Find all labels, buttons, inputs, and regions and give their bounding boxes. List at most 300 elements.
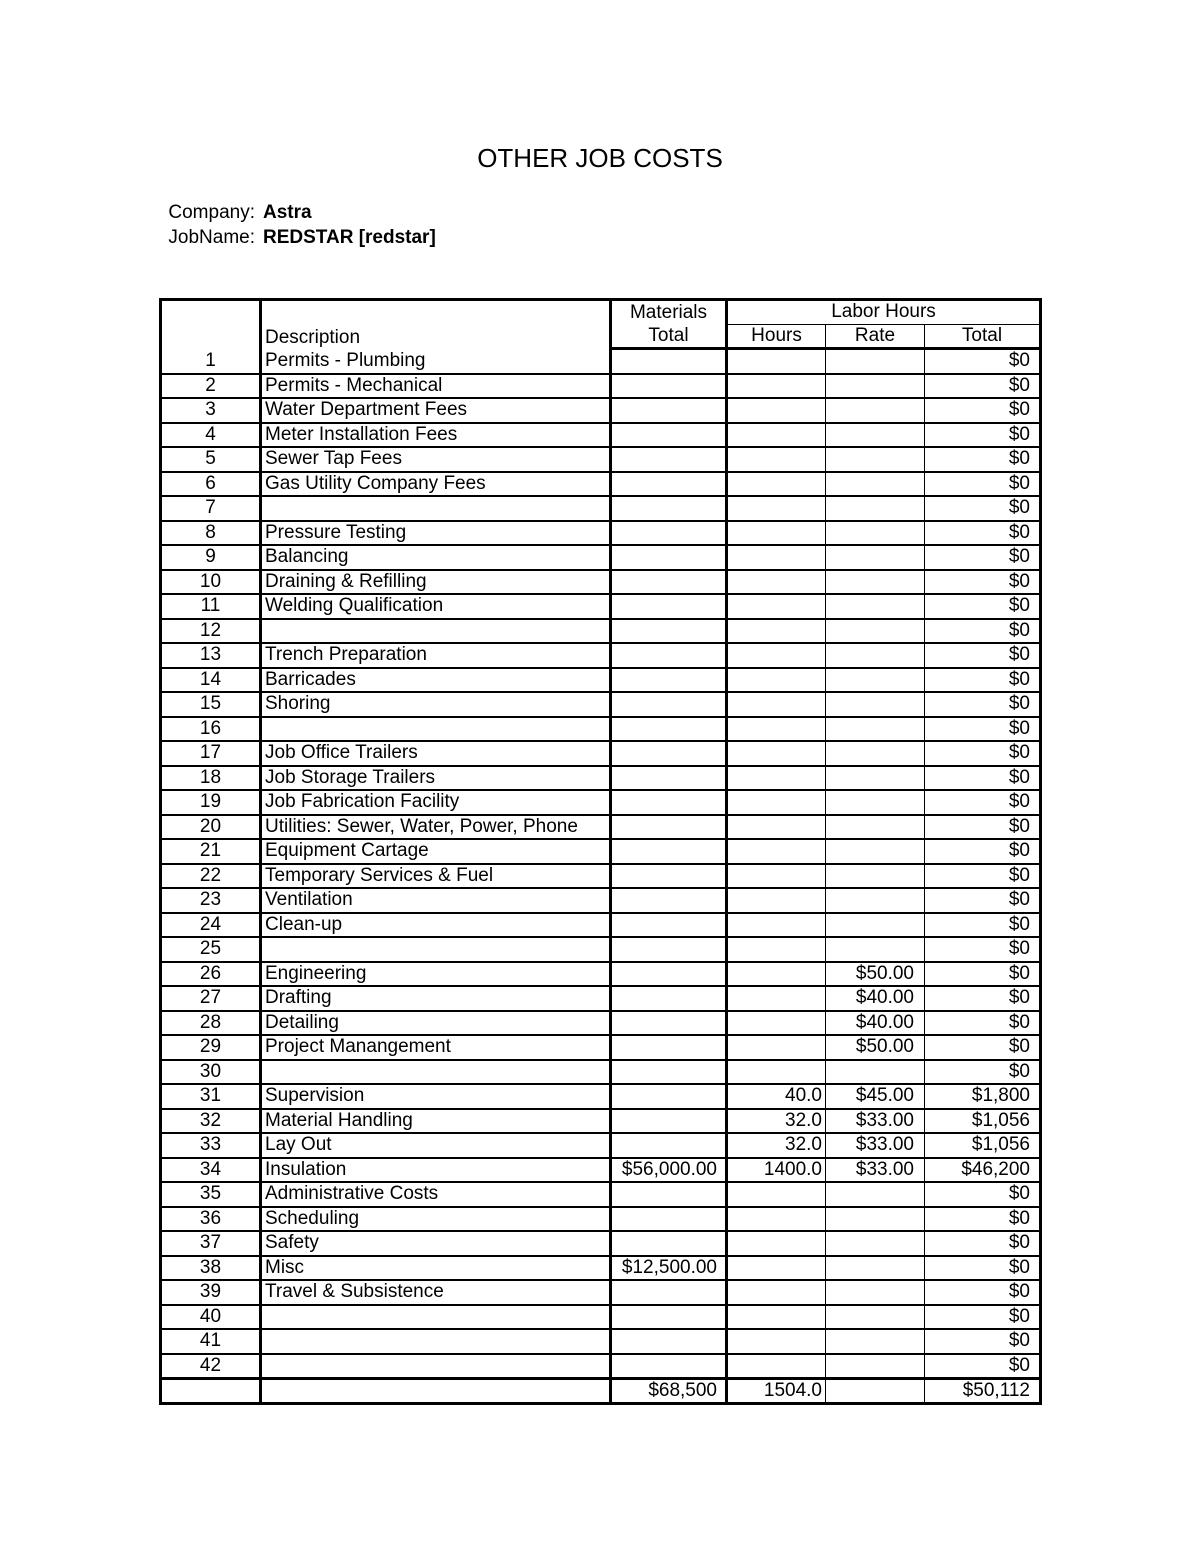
row-rate [826,447,925,472]
row-hours [727,766,826,791]
row-number: 20 [161,815,261,840]
row-materials-total [611,692,727,717]
row-materials-total [611,1305,727,1330]
table-row [161,1060,1041,1085]
table-row [161,766,1041,791]
row-materials-total: $12,500.00 [611,1256,727,1281]
row-description [261,1060,611,1085]
company-row [0,201,436,226]
row-labor-total: $0 [925,1354,1041,1379]
row-number: 37 [161,1231,261,1256]
row-labor-total: $0 [925,1207,1041,1232]
row-number: 11 [161,594,261,619]
header-rate: Rate [826,324,925,349]
row-rate [826,937,925,962]
row-materials-total [611,594,727,619]
row-labor-total: $0 [925,741,1041,766]
row-labor-total: $0 [925,986,1041,1011]
table-row [161,619,1041,644]
row-number: 29 [161,1035,261,1060]
row-number: 30 [161,1060,261,1085]
row-materials-total [611,521,727,546]
row-labor-total: $0 [925,1305,1041,1330]
row-hours [727,521,826,546]
row-labor-total: $0 [925,1231,1041,1256]
row-number: 18 [161,766,261,791]
row-labor-total: $0 [925,447,1041,472]
row-number: 41 [161,1329,261,1354]
row-rate [826,570,925,595]
row-number: 39 [161,1280,261,1305]
row-rate: $33.00 [826,1133,925,1158]
jobname-value: REDSTAR [redstar] [263,226,436,248]
row-description: Travel & Subsistence [261,1280,611,1305]
row-number: 10 [161,570,261,595]
row-labor-total: $0 [925,570,1041,595]
row-materials-total [611,1329,727,1354]
row-description: Permits - Plumbing [261,349,611,374]
row-number: 2 [161,374,261,399]
row-hours [727,913,826,938]
row-number: 4 [161,423,261,448]
row-materials-total [611,423,727,448]
header-num-cell [161,300,261,349]
row-hours [727,447,826,472]
table-row [161,962,1041,987]
row-hours [727,472,826,497]
row-number: 19 [161,790,261,815]
row-hours [727,1305,826,1330]
table-row [161,1109,1041,1134]
totals-row [161,1379,1041,1404]
row-labor-total: $0 [925,1035,1041,1060]
row-rate [826,717,925,742]
table-row [161,1182,1041,1207]
row-rate [826,1060,925,1085]
row-materials-total [611,1207,727,1232]
row-description [261,937,611,962]
row-labor-total: $0 [925,643,1041,668]
row-description: Job Office Trailers [261,741,611,766]
row-number: 35 [161,1182,261,1207]
row-description: Utilities: Sewer, Water, Power, Phone [261,815,611,840]
table-row [161,1133,1041,1158]
row-labor-total: $0 [925,619,1041,644]
row-hours [727,423,826,448]
row-labor-total: $0 [925,594,1041,619]
row-hours [727,1280,826,1305]
row-number: 31 [161,1084,261,1109]
row-description: Trench Preparation [261,643,611,668]
table-row [161,374,1041,399]
row-rate [826,545,925,570]
row-description: Welding Qualification [261,594,611,619]
row-rate [826,790,925,815]
row-description: Barricades [261,668,611,693]
row-labor-total: $1,056 [925,1109,1041,1134]
row-rate: $40.00 [826,1011,925,1036]
row-labor-total: $0 [925,472,1041,497]
row-description: Project Manangement [261,1035,611,1060]
row-rate [826,864,925,889]
row-hours [727,741,826,766]
row-description: Detailing [261,1011,611,1036]
row-number: 13 [161,643,261,668]
row-hours [727,619,826,644]
table-row [161,423,1041,448]
table-row [161,496,1041,521]
row-materials-total [611,962,727,987]
row-hours: 32.0 [727,1109,826,1134]
row-labor-total: $0 [925,888,1041,913]
row-materials-total [611,913,727,938]
row-rate [826,349,925,374]
row-labor-total: $0 [925,962,1041,987]
row-rate [826,496,925,521]
row-number: 26 [161,962,261,987]
totals-blank-desc [261,1379,611,1404]
row-hours [727,1207,826,1232]
row-labor-total: $0 [925,496,1041,521]
row-description: Ventilation [261,888,611,913]
row-number: 5 [161,447,261,472]
row-labor-total: $0 [925,423,1041,448]
row-materials-total [611,349,727,374]
table-row [161,1084,1041,1109]
row-number: 14 [161,668,261,693]
row-materials-total [611,839,727,864]
row-description [261,1329,611,1354]
table-row [161,790,1041,815]
row-hours [727,349,826,374]
row-hours: 32.0 [727,1133,826,1158]
row-hours [727,864,826,889]
row-rate: $50.00 [826,1035,925,1060]
row-hours [727,986,826,1011]
row-description: Clean-up [261,913,611,938]
table-row [161,349,1041,374]
row-hours [727,839,826,864]
row-rate [826,913,925,938]
table-row [161,888,1041,913]
row-description: Administrative Costs [261,1182,611,1207]
header-labor-hours: Labor Hours [727,300,1041,325]
row-hours [727,668,826,693]
row-number: 27 [161,986,261,1011]
row-description: Insulation [261,1158,611,1183]
table-row [161,1011,1041,1036]
row-labor-total: $0 [925,864,1041,889]
row-materials-total [611,1182,727,1207]
row-description: Equipment Cartage [261,839,611,864]
table-row [161,1280,1041,1305]
table-row [161,472,1041,497]
row-materials-total [611,1231,727,1256]
row-rate [826,1329,925,1354]
row-materials-total [611,1133,727,1158]
row-number: 22 [161,864,261,889]
row-number: 38 [161,1256,261,1281]
table-row [161,937,1041,962]
row-description: Safety [261,1231,611,1256]
row-number: 32 [161,1109,261,1134]
row-rate: $40.00 [826,986,925,1011]
row-materials-total [611,937,727,962]
row-hours [727,1329,826,1354]
row-labor-total: $0 [925,398,1041,423]
row-hours: 40.0 [727,1084,826,1109]
row-hours [727,1035,826,1060]
row-rate [826,1354,925,1379]
row-description: Gas Utility Company Fees [261,472,611,497]
row-description: Shoring [261,692,611,717]
row-description: Lay Out [261,1133,611,1158]
row-number: 12 [161,619,261,644]
row-rate [826,1256,925,1281]
job-costs-table [159,298,1042,1405]
row-description: Material Handling [261,1109,611,1134]
header-row-top [161,300,1041,325]
row-description: Meter Installation Fees [261,423,611,448]
totals-labor-total: $50,112 [925,1379,1041,1404]
row-description: Engineering [261,962,611,987]
table-row [161,1231,1041,1256]
row-rate [826,1207,925,1232]
row-number: 36 [161,1207,261,1232]
row-hours [727,398,826,423]
row-hours [727,790,826,815]
row-labor-total: $0 [925,1011,1041,1036]
row-number: 42 [161,1354,261,1379]
totals-materials: $68,500 [611,1379,727,1404]
row-labor-total: $0 [925,1329,1041,1354]
row-rate [826,398,925,423]
table-row [161,643,1041,668]
row-materials-total [611,766,727,791]
row-description: Temporary Services & Fuel [261,864,611,889]
row-rate [826,1182,925,1207]
row-hours [727,1231,826,1256]
row-rate [826,472,925,497]
row-hours [727,545,826,570]
row-labor-total: $0 [925,374,1041,399]
totals-blank-num [161,1379,261,1404]
row-hours [727,717,826,742]
table-row [161,815,1041,840]
row-labor-total: $0 [925,349,1041,374]
row-number: 40 [161,1305,261,1330]
row-description: Draining & Refilling [261,570,611,595]
totals-hours: 1504.0 [727,1379,826,1404]
row-rate [826,766,925,791]
row-rate [826,619,925,644]
jobname-label: JobName: [168,226,255,248]
row-number: 16 [161,717,261,742]
row-materials-total [611,643,727,668]
row-hours [727,594,826,619]
row-labor-total: $0 [925,1280,1041,1305]
table-row [161,692,1041,717]
table-row [161,521,1041,546]
table-row [161,545,1041,570]
row-labor-total: $0 [925,766,1041,791]
row-description [261,496,611,521]
row-number: 15 [161,692,261,717]
row-description: Job Fabrication Facility [261,790,611,815]
row-materials-total [611,668,727,693]
row-hours [727,1354,826,1379]
table-row [161,1354,1041,1379]
row-hours [727,888,826,913]
table-row [161,741,1041,766]
row-number: 17 [161,741,261,766]
row-hours [727,1011,826,1036]
row-number: 33 [161,1133,261,1158]
row-hours [727,496,826,521]
table-row [161,1158,1041,1183]
row-hours [727,643,826,668]
table-row [161,447,1041,472]
row-rate [826,888,925,913]
row-number: 25 [161,937,261,962]
table-row [161,864,1041,889]
row-materials-total [611,619,727,644]
row-labor-total: $0 [925,913,1041,938]
row-rate [826,741,925,766]
row-hours: 1400.0 [727,1158,826,1183]
row-rate: $33.00 [826,1158,925,1183]
row-description: Water Department Fees [261,398,611,423]
table-row [161,398,1041,423]
row-number: 1 [161,349,261,374]
table-row [161,1035,1041,1060]
row-hours [727,374,826,399]
row-number: 8 [161,521,261,546]
row-hours [727,1060,826,1085]
row-description: Pressure Testing [261,521,611,546]
header-total: Total [925,324,1041,349]
row-number: 9 [161,545,261,570]
row-rate [826,643,925,668]
row-description [261,1354,611,1379]
row-materials-total [611,864,727,889]
row-materials-total [611,496,727,521]
row-rate [826,1305,925,1330]
row-labor-total: $0 [925,937,1041,962]
row-labor-total: $0 [925,1060,1041,1085]
header-description: Description [261,300,611,349]
table-row [161,594,1041,619]
row-description: Scheduling [261,1207,611,1232]
row-materials-total [611,1109,727,1134]
row-materials-total [611,545,727,570]
table-row [161,717,1041,742]
row-materials-total [611,888,727,913]
job-info [0,201,436,250]
row-rate [826,668,925,693]
row-description: Sewer Tap Fees [261,447,611,472]
table-row [161,839,1041,864]
table-row [161,1207,1041,1232]
jobname-row [0,226,436,251]
row-rate [826,692,925,717]
table-row [161,1329,1041,1354]
table-row [161,1305,1041,1330]
row-labor-total: $0 [925,1256,1041,1281]
row-materials-total [611,1280,727,1305]
row-number: 7 [161,496,261,521]
table-row [161,986,1041,1011]
row-materials-total [611,374,727,399]
row-description: Balancing [261,545,611,570]
row-labor-total: $0 [925,717,1041,742]
row-labor-total: $1,056 [925,1133,1041,1158]
table-row [161,668,1041,693]
row-hours [727,1182,826,1207]
row-materials-total [611,717,727,742]
row-hours [727,570,826,595]
row-rate [826,521,925,546]
row-labor-total: $0 [925,790,1041,815]
row-description: Drafting [261,986,611,1011]
row-hours [727,815,826,840]
row-materials-total [611,1035,727,1060]
row-materials-total [611,1011,727,1036]
row-rate: $45.00 [826,1084,925,1109]
row-rate: $33.00 [826,1109,925,1134]
row-labor-total: $0 [925,692,1041,717]
row-number: 24 [161,913,261,938]
row-labor-total: $0 [925,545,1041,570]
row-labor-total: $0 [925,668,1041,693]
row-materials-total [611,1354,727,1379]
header-hours: Hours [727,324,826,349]
row-description: Job Storage Trailers [261,766,611,791]
row-rate: $50.00 [826,962,925,987]
row-number: 21 [161,839,261,864]
row-labor-total: $1,800 [925,1084,1041,1109]
row-hours [727,962,826,987]
row-labor-total: $0 [925,815,1041,840]
row-materials-total [611,472,727,497]
row-materials-total [611,1084,727,1109]
row-number: 28 [161,1011,261,1036]
row-description [261,1305,611,1330]
row-number: 6 [161,472,261,497]
row-materials-total [611,398,727,423]
row-rate [826,839,925,864]
row-number: 34 [161,1158,261,1183]
row-rate [826,1280,925,1305]
row-materials-total [611,447,727,472]
row-labor-total: $46,200 [925,1158,1041,1183]
company-value: Astra [263,202,312,223]
row-materials-total [611,986,727,1011]
row-labor-total: $0 [925,839,1041,864]
row-materials-total [611,815,727,840]
row-rate [826,594,925,619]
row-number: 3 [161,398,261,423]
page-title: OTHER JOB COSTS [477,143,723,173]
row-description: Supervision [261,1084,611,1109]
row-labor-total: $0 [925,1182,1041,1207]
row-materials-total [611,741,727,766]
row-rate [826,1231,925,1256]
row-labor-total: $0 [925,521,1041,546]
row-number: 23 [161,888,261,913]
table-row [161,913,1041,938]
row-rate [826,374,925,399]
